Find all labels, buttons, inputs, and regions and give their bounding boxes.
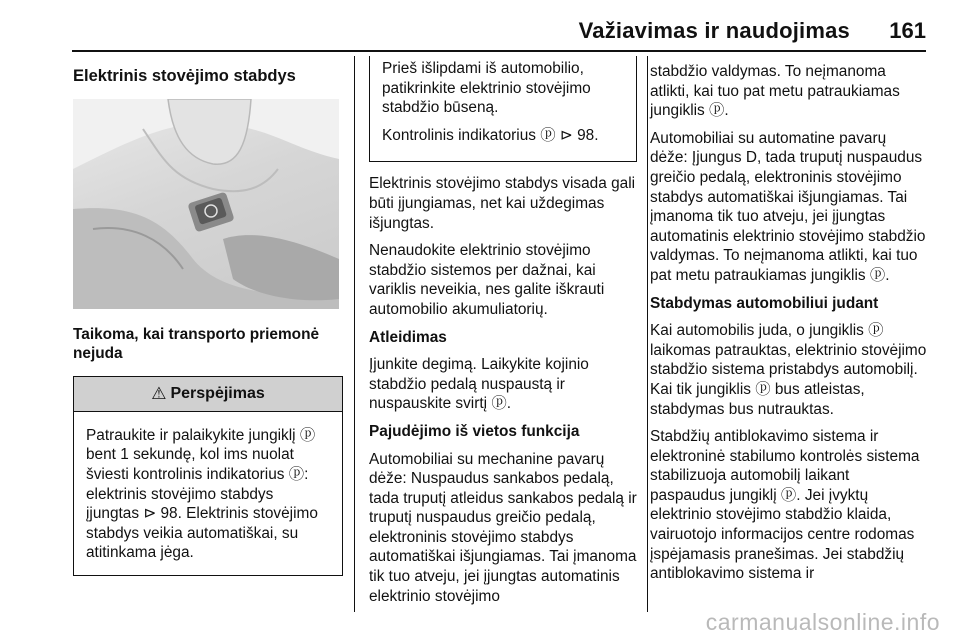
paragraph-automatic-transmission: Automobiliai su automatine pavarų dėže: Įjungus D, tada truputį nuspaudus greičio pedalą, elektroninis stovėjimo stabdys automatiškai išjungiamas. Tai įmanoma tik tuo atveju, jei įjungtas automatinis elektrinio stovėjimo stabdžio valdymas. To neįmanoma atlikti, kai tuo pat metu patraukiamas jungiklis ⓟ.: [650, 129, 926, 284]
paragraph-always-applicable: Elektrinis stovėjimo stabdys visada gali būti įjungiamas, net kai uždegimas išjungtas.: [369, 175, 636, 232]
header-rule: [72, 50, 926, 52]
applies-when-stationary: Taikoma, kai transporto priemonė nejuda: [73, 325, 320, 363]
paragraph-continuation: stabdžio valdymas. To neįmanoma atlikti, kai tuo pat metu patraukiamas jungiklis ⓟ.: [650, 63, 900, 120]
column-1: [73, 62, 343, 576]
paragraph-abs-stability: Stabdžių antiblokavimo sistema ir elektroninė stabilumo kontrolės sistema stabilizuoja automobilį laikant paspaudus jungiklį ⓟ. Jei įvyktų elektrinio stovėjimo stabdžio klaida, vairuotojo informacijos centre rodomas įspėjamasis pranešimas. Jei stabdžių antiblokavimo sistema ir: [650, 428, 920, 583]
warning-box: [73, 376, 343, 576]
drive-off-text: Automobiliai su mechanine pavarų dėže: Nuspaudus sankabos pedalą, tada truputį atleidus sankabos pedalą ir truputį nuspaudus greičio pedalą, elektroninis stovėjimo stabdys automatiškai išjungiamas. Tai įmanoma tik tuo atveju, jei įjungtas automatinis elektrinio stovėjimo: [369, 450, 637, 605]
release-text: Įjunkite degimą. Laikykite kojinio stabdžio pedalą nuspaustą ir nuspauskite svirtį ⓟ.: [369, 356, 589, 413]
column-divider-2: [647, 56, 648, 612]
running-header-title: Važiavimas ir naudojimas: [578, 18, 850, 43]
note-box: [369, 56, 637, 162]
braking-text: Kai automobilis juda, o jungiklis ⓟ laikomas patrauktas, elektrinio stovėjimo stabdžio sistema pristabdys automobilį. Kai tik jungiklis ⓟ bus atleistas, stabdymas bus nutrauktas.: [650, 322, 927, 418]
page-number: 161: [889, 18, 926, 43]
note-paragraph-2: Kontrolinis indikatorius ⓟ ⊳ 98.: [382, 126, 599, 144]
warning-triangle-icon: ⚠: [151, 383, 167, 403]
column-divider-1: [354, 56, 355, 612]
warning-header: [74, 376, 342, 412]
warning-text: Patraukite ir palaikykite jungiklį ⓟ bent 1 sekundę, kol ims nuolat šviesti kontrolinis indikatorius ⓟ: elektrinis stovėjimo stabdys įjungtas ⊳ 98. Elektrinis stovėjimo stabdys veikia automatiškai, su atitinkama jėga.: [86, 426, 318, 562]
watermark: carmanualsonline.info: [705, 609, 940, 635]
drive-off-heading: Pajudėjimo iš vietos funkcija: [369, 422, 580, 440]
console-illustration: [73, 99, 339, 309]
warning-title: Perspėjimas: [170, 384, 265, 402]
column-2: [369, 62, 637, 614]
paragraph-battery-warning: Nenaudokite elektrinio stovėjimo stabdžio sistemos per dažnai, kai variklis neveikia, nes galite iškrauti automobilio akumuliatorių.: [369, 242, 605, 318]
braking-heading: Stabdymas automobiliui judant: [650, 294, 879, 312]
parking-brake-switch-photo: [73, 99, 339, 309]
release-heading: Atleidimas: [369, 328, 447, 346]
column-3: [650, 62, 928, 592]
section-title: Elektrinis stovėjimo stabdys: [73, 67, 296, 85]
note-paragraph-1: Prieš išlipdami iš automobilio, patikrinkite elektrinio stovėjimo stabdžio būseną.: [382, 60, 591, 117]
